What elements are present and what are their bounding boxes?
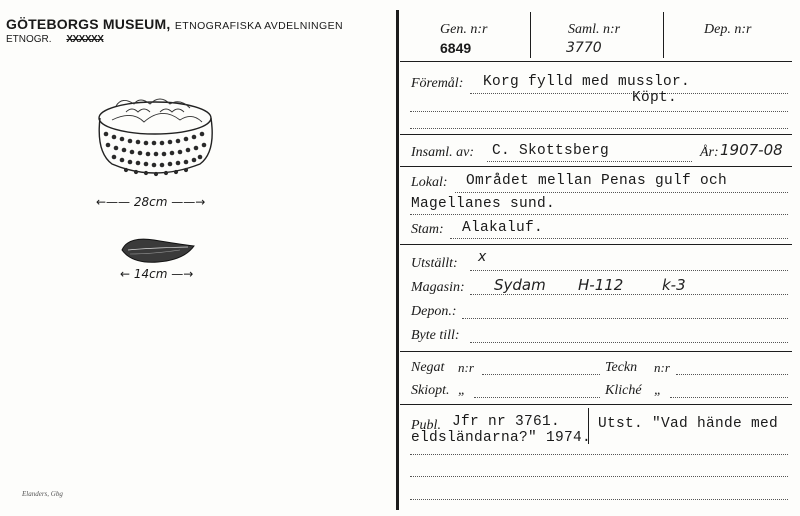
foremal-value-line1: Korg fylld med musslor.: [483, 74, 691, 90]
publ-dots-1: [410, 454, 788, 455]
gen-nr-label: Gen. n:r: [440, 22, 488, 37]
publ-label: Publ.: [411, 418, 441, 433]
magasin-dots: [470, 294, 788, 295]
utstallt-value: x: [478, 249, 487, 265]
publ-value-line2: eldsländarna?" 1974.: [411, 430, 592, 446]
number-box-divider-1: [530, 12, 531, 58]
lokal-value-line2: Magellanes sund.: [411, 196, 556, 212]
insaml-value: C. Skottsberg: [492, 143, 610, 159]
utstallt-dots: [470, 270, 788, 271]
foremal-dots-1: [470, 93, 788, 94]
dep-nr-label: Dep. n:r: [704, 22, 752, 37]
rule-5: [400, 351, 792, 352]
mussel-arrow-right-icon: —→: [171, 267, 194, 281]
card-divider: [396, 10, 399, 510]
magasin-label: Magasin:: [411, 280, 465, 295]
teckn-label: Teckn: [605, 360, 638, 375]
ar-label: År:: [700, 145, 719, 160]
stam-label: Stam:: [411, 222, 444, 237]
byte-label: Byte till:: [411, 328, 460, 343]
printer-mark: Elanders, Gbg: [22, 490, 63, 498]
basket-measurement: [96, 195, 205, 209]
gen-nr-value: 6849: [440, 40, 472, 56]
foremal-label: Föremål:: [411, 76, 464, 91]
ar-value: 1907-08: [720, 141, 783, 159]
mussel-sketch-icon: [118, 234, 198, 268]
subdepartment: [6, 34, 103, 45]
number-box-divider-2: [663, 12, 664, 58]
teckn-nr-label: n:r: [654, 360, 670, 375]
kliche-dots: [670, 397, 788, 398]
mussel-measure-text: 14cm: [133, 267, 168, 281]
skiopt-dots: [474, 397, 600, 398]
subdepartment-blot: XXXXXX: [66, 34, 104, 45]
kliche-ditto: „: [654, 383, 662, 398]
skiopt-ditto: „: [458, 383, 466, 398]
publ-dots-3: [410, 499, 788, 500]
museum-name: GÖTEBORGS MUSEUM,: [6, 16, 171, 32]
skiopt-label: Skiopt.: [411, 383, 450, 398]
foremal-dots-2: [410, 111, 788, 112]
negat-dots: [482, 374, 600, 375]
mussel-measurement: [120, 267, 193, 281]
department-name: ETNOGRAFISKA AVDELNINGEN: [174, 20, 343, 32]
mussel-arrow-left-icon: ←: [120, 267, 131, 281]
byte-dots: [470, 342, 788, 343]
depon-label: Depon.:: [411, 304, 457, 319]
magasin-value-part1: Sydam: [494, 276, 546, 294]
lokal-dots-1: [455, 192, 788, 193]
foremal-value-line2: Köpt.: [632, 90, 678, 106]
rule-4: [400, 244, 792, 245]
kliche-label: Kliché: [605, 383, 642, 398]
rule-1: [400, 61, 792, 62]
rule-6: [400, 404, 792, 405]
basket-sketch-icon: [82, 92, 232, 187]
saml-nr-value: 3770: [566, 40, 602, 56]
depon-dots: [462, 318, 788, 319]
publ-utst-text: Utst. "Vad hände med: [598, 416, 779, 432]
basket-measure-text: 28cm: [133, 195, 168, 209]
magasin-value-part3: k-3: [662, 276, 686, 294]
basket-arrow-left-icon: ←——: [96, 195, 131, 209]
insaml-label: Insaml. av:: [411, 145, 474, 160]
publ-dots-2: [410, 476, 788, 477]
stam-dots: [450, 238, 788, 239]
lokal-value-line1: Området mellan Penas gulf och: [466, 173, 728, 189]
stam-value: Alakaluf.: [462, 220, 544, 236]
lokal-label: Lokal:: [411, 175, 448, 190]
teckn-dots: [676, 374, 788, 375]
lokal-dots-2: [410, 214, 788, 215]
negat-label: Negat: [411, 360, 445, 375]
insaml-dots: [487, 161, 692, 162]
foremal-dots-3: [410, 128, 788, 129]
utstallt-label: Utställt:: [411, 256, 458, 271]
museum-header: [6, 16, 343, 34]
subdepartment-label: ETNOGR.: [6, 34, 52, 45]
saml-nr-label: Saml. n:r: [568, 22, 621, 37]
magasin-value-part2: H-112: [578, 276, 624, 294]
publ-value-line1: Jfr nr 3761.: [452, 414, 561, 430]
negat-nr-label: n:r: [458, 360, 474, 375]
rule-2: [400, 134, 792, 135]
basket-arrow-right-icon: ——→: [171, 195, 206, 209]
rule-3: [400, 166, 792, 167]
